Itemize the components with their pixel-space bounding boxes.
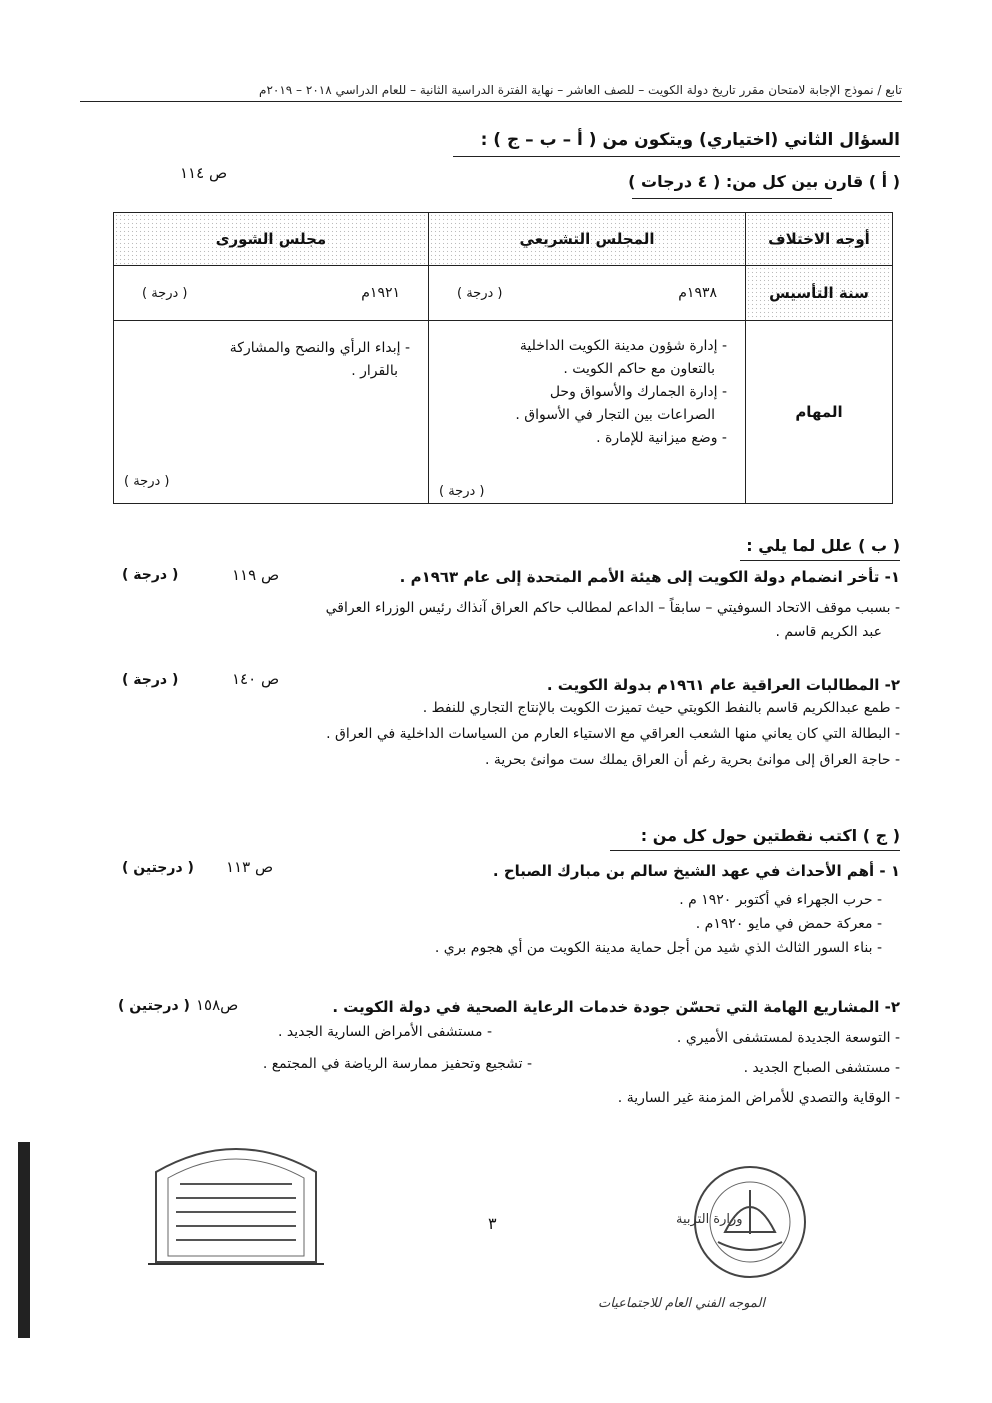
part-c-item-1-answer-1: - حرب الجهراء في أكتوبر ١٩٢٠ م . <box>679 892 882 908</box>
table-header-row <box>114 213 893 266</box>
row-label-tasks: المهام <box>746 321 893 504</box>
list-item: الصراعات بين التجار في الأسواق . <box>515 407 715 423</box>
legislative-tasks-mark: ( درجة ) <box>439 484 485 499</box>
header-aspects: أوجه الاختلاف <box>746 213 893 266</box>
part-c-item-2-answer-1: - التوسعة الجديدة لمستشفى الأميري . <box>676 1030 900 1046</box>
shura-tasks-list <box>122 337 420 383</box>
part-b-item-2-page-ref: ص ١٤٠ <box>232 670 280 688</box>
row-label-founding-year: سنة التأسيس <box>746 266 893 321</box>
table-row-tasks <box>114 321 893 504</box>
part-c-item-2-answer-4: - تشجيع وتحفيز ممارسة الرياضة في المجتمع . <box>262 1056 532 1072</box>
supervisor-signature: الموجه الفني العام للاجتماعيات <box>598 1296 766 1311</box>
shura-year-mark: ( درجة ) <box>142 285 188 301</box>
part-a-underline <box>632 198 832 199</box>
list-item: - وضع ميزانية للإمارة . <box>596 430 727 446</box>
list-item: - إبداء الرأي والنصح والمشاركة <box>229 340 410 356</box>
part-b-underline <box>740 560 900 561</box>
legislative-year-mark: ( درجة ) <box>457 285 503 301</box>
part-c-item-2-page-ref: ص١٥٨ <box>196 996 239 1014</box>
table-row-founding-year <box>114 266 893 321</box>
shura-year: ١٩٢١م <box>361 285 400 301</box>
part-b-title: ( ب ) علل لما يلي : <box>746 536 900 555</box>
part-c-item-2-mark: ( درجتين ) <box>118 998 190 1014</box>
header-divider <box>80 101 902 102</box>
part-c-item-2-answer-5: - الوقاية والتصدي للأمراض المزمنة غير السارية . <box>617 1090 900 1106</box>
cell-legislative-tasks <box>429 321 746 504</box>
scan-margin-bar <box>18 1142 30 1338</box>
part-c-title: ( ج ) اكتب نقطتين حول كل من : <box>640 826 900 845</box>
part-b-item-1-answer-2: عبد الكريم قاسم . <box>775 624 882 640</box>
list-item: - إدارة الجمارك والأسواق وحل <box>549 384 727 400</box>
cell-shura-year <box>114 266 429 321</box>
part-c-item-1-page-ref: ص ١١٣ <box>226 858 274 876</box>
cell-shura-tasks <box>114 321 429 504</box>
part-b-item-2-answer-1: - طمع عبدالكريم قاسم بالنفط الكويتي حيث تميزت الكويت بالإنتاج التجاري للنفط . <box>422 700 900 716</box>
stamp-right-text: وزارة التربية <box>676 1212 743 1227</box>
part-a-page-ref: ص ١١٤ <box>180 164 228 182</box>
question-title: السؤال الثاني (اختياري) ويتكون من ( أ – ب – ج ) : <box>480 130 900 150</box>
question-title-underline <box>453 156 900 157</box>
part-b-item-1-answer-1: - بسبب موقف الاتحاد السوفيتي – سابقاً – الداعم لمطالب حاكم العراق آنذاك رئيس الوزراء العراقي <box>325 600 900 616</box>
shura-tasks-mark: ( درجة ) <box>124 474 170 489</box>
part-b-item-1-mark: ( درجة ) <box>122 567 179 583</box>
list-item: بالتعاون مع حاكم الكويت . <box>563 361 715 377</box>
part-b-item-1-page-ref: ص ١١٩ <box>232 566 280 584</box>
part-b-item-2-answer-2: - البطالة التي كان يعاني منها الشعب العراقي مع الاستياء العارم من السياسات الداخلية في العراق . <box>326 726 900 742</box>
part-c-item-2-answer-3: - مستشفى الصباح الجديد . <box>743 1060 900 1076</box>
legislative-year: ١٩٣٨م <box>678 285 717 301</box>
part-b-item-2-mark: ( درجة ) <box>122 672 179 688</box>
ministry-stamp-right <box>640 1162 850 1292</box>
list-item: - إدارة شؤون مدينة الكويت الداخلية <box>519 338 727 354</box>
part-c-underline <box>610 850 900 851</box>
page-number: ٣ <box>488 1214 497 1233</box>
list-item: بالقرار . <box>351 363 398 379</box>
cell-legislative-year <box>429 266 746 321</box>
ministry-stamp-left <box>138 1132 334 1268</box>
part-b-item-2-answer-3: - حاجة العراق إلى موانئ بحرية رغم أن العراق يملك ست موانئ بحرية . <box>485 752 900 768</box>
legislative-tasks-list <box>437 335 737 450</box>
part-b-item-2: ٢- المطالبات العراقية عام ١٩٦١م بدولة الكويت . <box>546 676 900 694</box>
part-c-item-2-answer-2: - مستشفى الأمراض السارية الجديد . <box>278 1024 492 1040</box>
part-c-item-2: ٢- المشاريع الهامة التي تحسّن جودة خدمات الرعاية الصحية في دولة الكويت . <box>332 998 900 1016</box>
header-legislative-council: المجلس التشريعي <box>429 213 746 266</box>
part-c-item-1-answer-3: - بناء السور الثالث الذي شيد من أجل حماية مدينة الكويت من أي هجوم بري . <box>434 940 882 956</box>
header-shura-council: مجلس الشورى <box>114 213 429 266</box>
part-c-item-1: ١ - أهم الأحداث في عهد الشيخ سالم بن مبارك الصباح . <box>492 862 900 880</box>
comparison-table <box>113 212 893 504</box>
exam-header: تابع / نموذج الإجابة لامتحان مقرر تاريخ دولة الكويت – للصف العاشر – نهاية الفترة الدراسية الثانية – للعام الدراسي ٢٠١٨ – ٢٠١٩م <box>259 83 902 97</box>
part-c-item-1-mark: ( درجتين ) <box>122 860 194 876</box>
part-b-item-1: ١- تأخر انضمام دولة الكويت إلى هيئة الأمم المتحدة إلى عام ١٩٦٣م . <box>399 568 900 586</box>
part-a-title: ( أ ) قارن بين كل من: ( ٤ درجات ) <box>628 172 900 191</box>
part-c-item-1-answer-2: - معركة حمض في مايو ١٩٢٠م . <box>695 916 882 932</box>
